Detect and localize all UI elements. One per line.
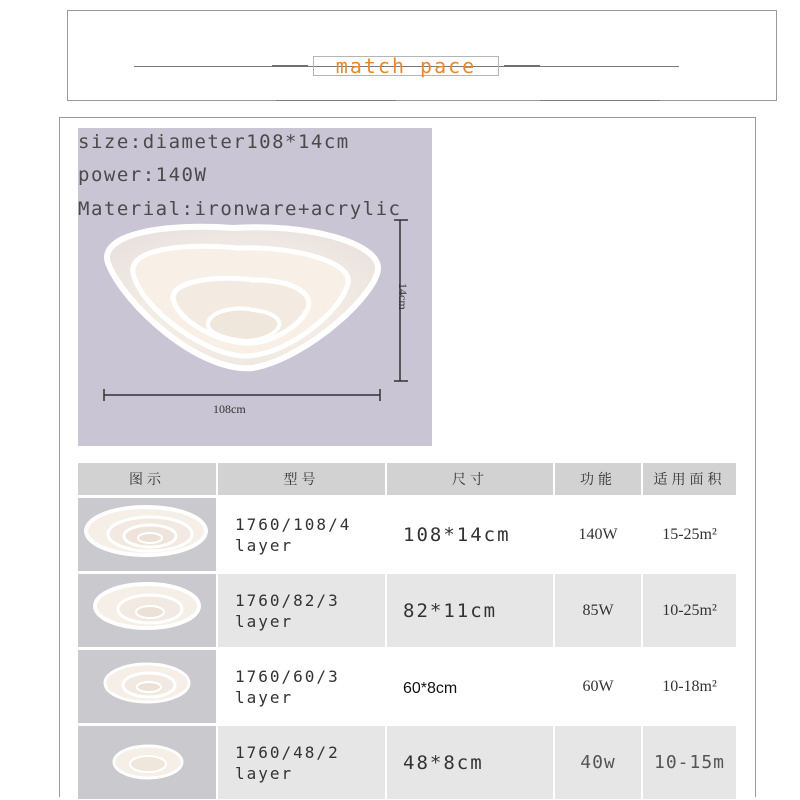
lamp-3-layer-icon bbox=[78, 574, 216, 643]
model-number: 1760/48/2 bbox=[235, 742, 340, 762]
model-layers: layer bbox=[235, 687, 294, 707]
header-power: 功能 bbox=[554, 463, 642, 497]
header-size: 尺寸 bbox=[386, 463, 554, 497]
area-value: 10-25m² bbox=[642, 573, 737, 649]
table-row bbox=[78, 497, 737, 573]
page-title: match pace bbox=[335, 54, 477, 78]
lamp-2-layer-icon bbox=[78, 726, 216, 795]
spec-table bbox=[78, 463, 738, 799]
header-area: 适用面积 bbox=[642, 463, 737, 497]
table-row bbox=[78, 649, 737, 725]
table-header-row bbox=[78, 463, 737, 497]
size-value: 48*8cm bbox=[386, 725, 554, 800]
height-dimension-label: 14cm bbox=[396, 283, 410, 310]
model-layers: layer bbox=[235, 763, 294, 783]
area-value: 10-18m² bbox=[642, 649, 737, 725]
model-number: 1760/82/3 bbox=[235, 590, 340, 610]
spec-material: Material:ironware+acrylic bbox=[78, 198, 402, 220]
lamp-thumbnail bbox=[78, 649, 217, 725]
header-rule-accent-left bbox=[272, 65, 308, 67]
power-value: 85W bbox=[554, 573, 642, 649]
spec-power: power:140W bbox=[78, 164, 208, 186]
lamp-thumbnail bbox=[78, 497, 217, 573]
lamp-3-layer-small-icon bbox=[78, 650, 216, 719]
power-value: 140W bbox=[554, 497, 642, 573]
header-bottom-accent-right bbox=[540, 100, 660, 101]
area-value: 15-25m² bbox=[642, 497, 737, 573]
size-value: 108*14cm bbox=[386, 497, 554, 573]
table-row bbox=[78, 725, 737, 800]
power-value: 60W bbox=[554, 649, 642, 725]
power-value: 40w bbox=[580, 752, 616, 773]
header-rule-accent-right bbox=[504, 65, 540, 67]
lamp-4-layer-icon bbox=[78, 498, 216, 567]
header-model: 型号 bbox=[217, 463, 386, 497]
area-value: 10-15m bbox=[653, 752, 726, 773]
spec-size: size:diameter108*14cm bbox=[78, 131, 350, 153]
model-layers: layer bbox=[235, 535, 294, 555]
size-value: 82*11cm bbox=[386, 573, 554, 649]
table-row bbox=[78, 573, 737, 649]
header-bottom-accent-left bbox=[276, 100, 396, 101]
width-dimension-label: 108cm bbox=[213, 402, 246, 416]
model-layers: layer bbox=[235, 611, 294, 631]
size-value: 60*8cm bbox=[403, 679, 458, 697]
lamp-thumbnail bbox=[78, 725, 217, 800]
model-number: 1760/108/4 bbox=[235, 514, 352, 534]
lamp-thumbnail bbox=[78, 573, 217, 649]
header-image: 图示 bbox=[78, 463, 217, 497]
model-number: 1760/60/3 bbox=[235, 666, 340, 686]
